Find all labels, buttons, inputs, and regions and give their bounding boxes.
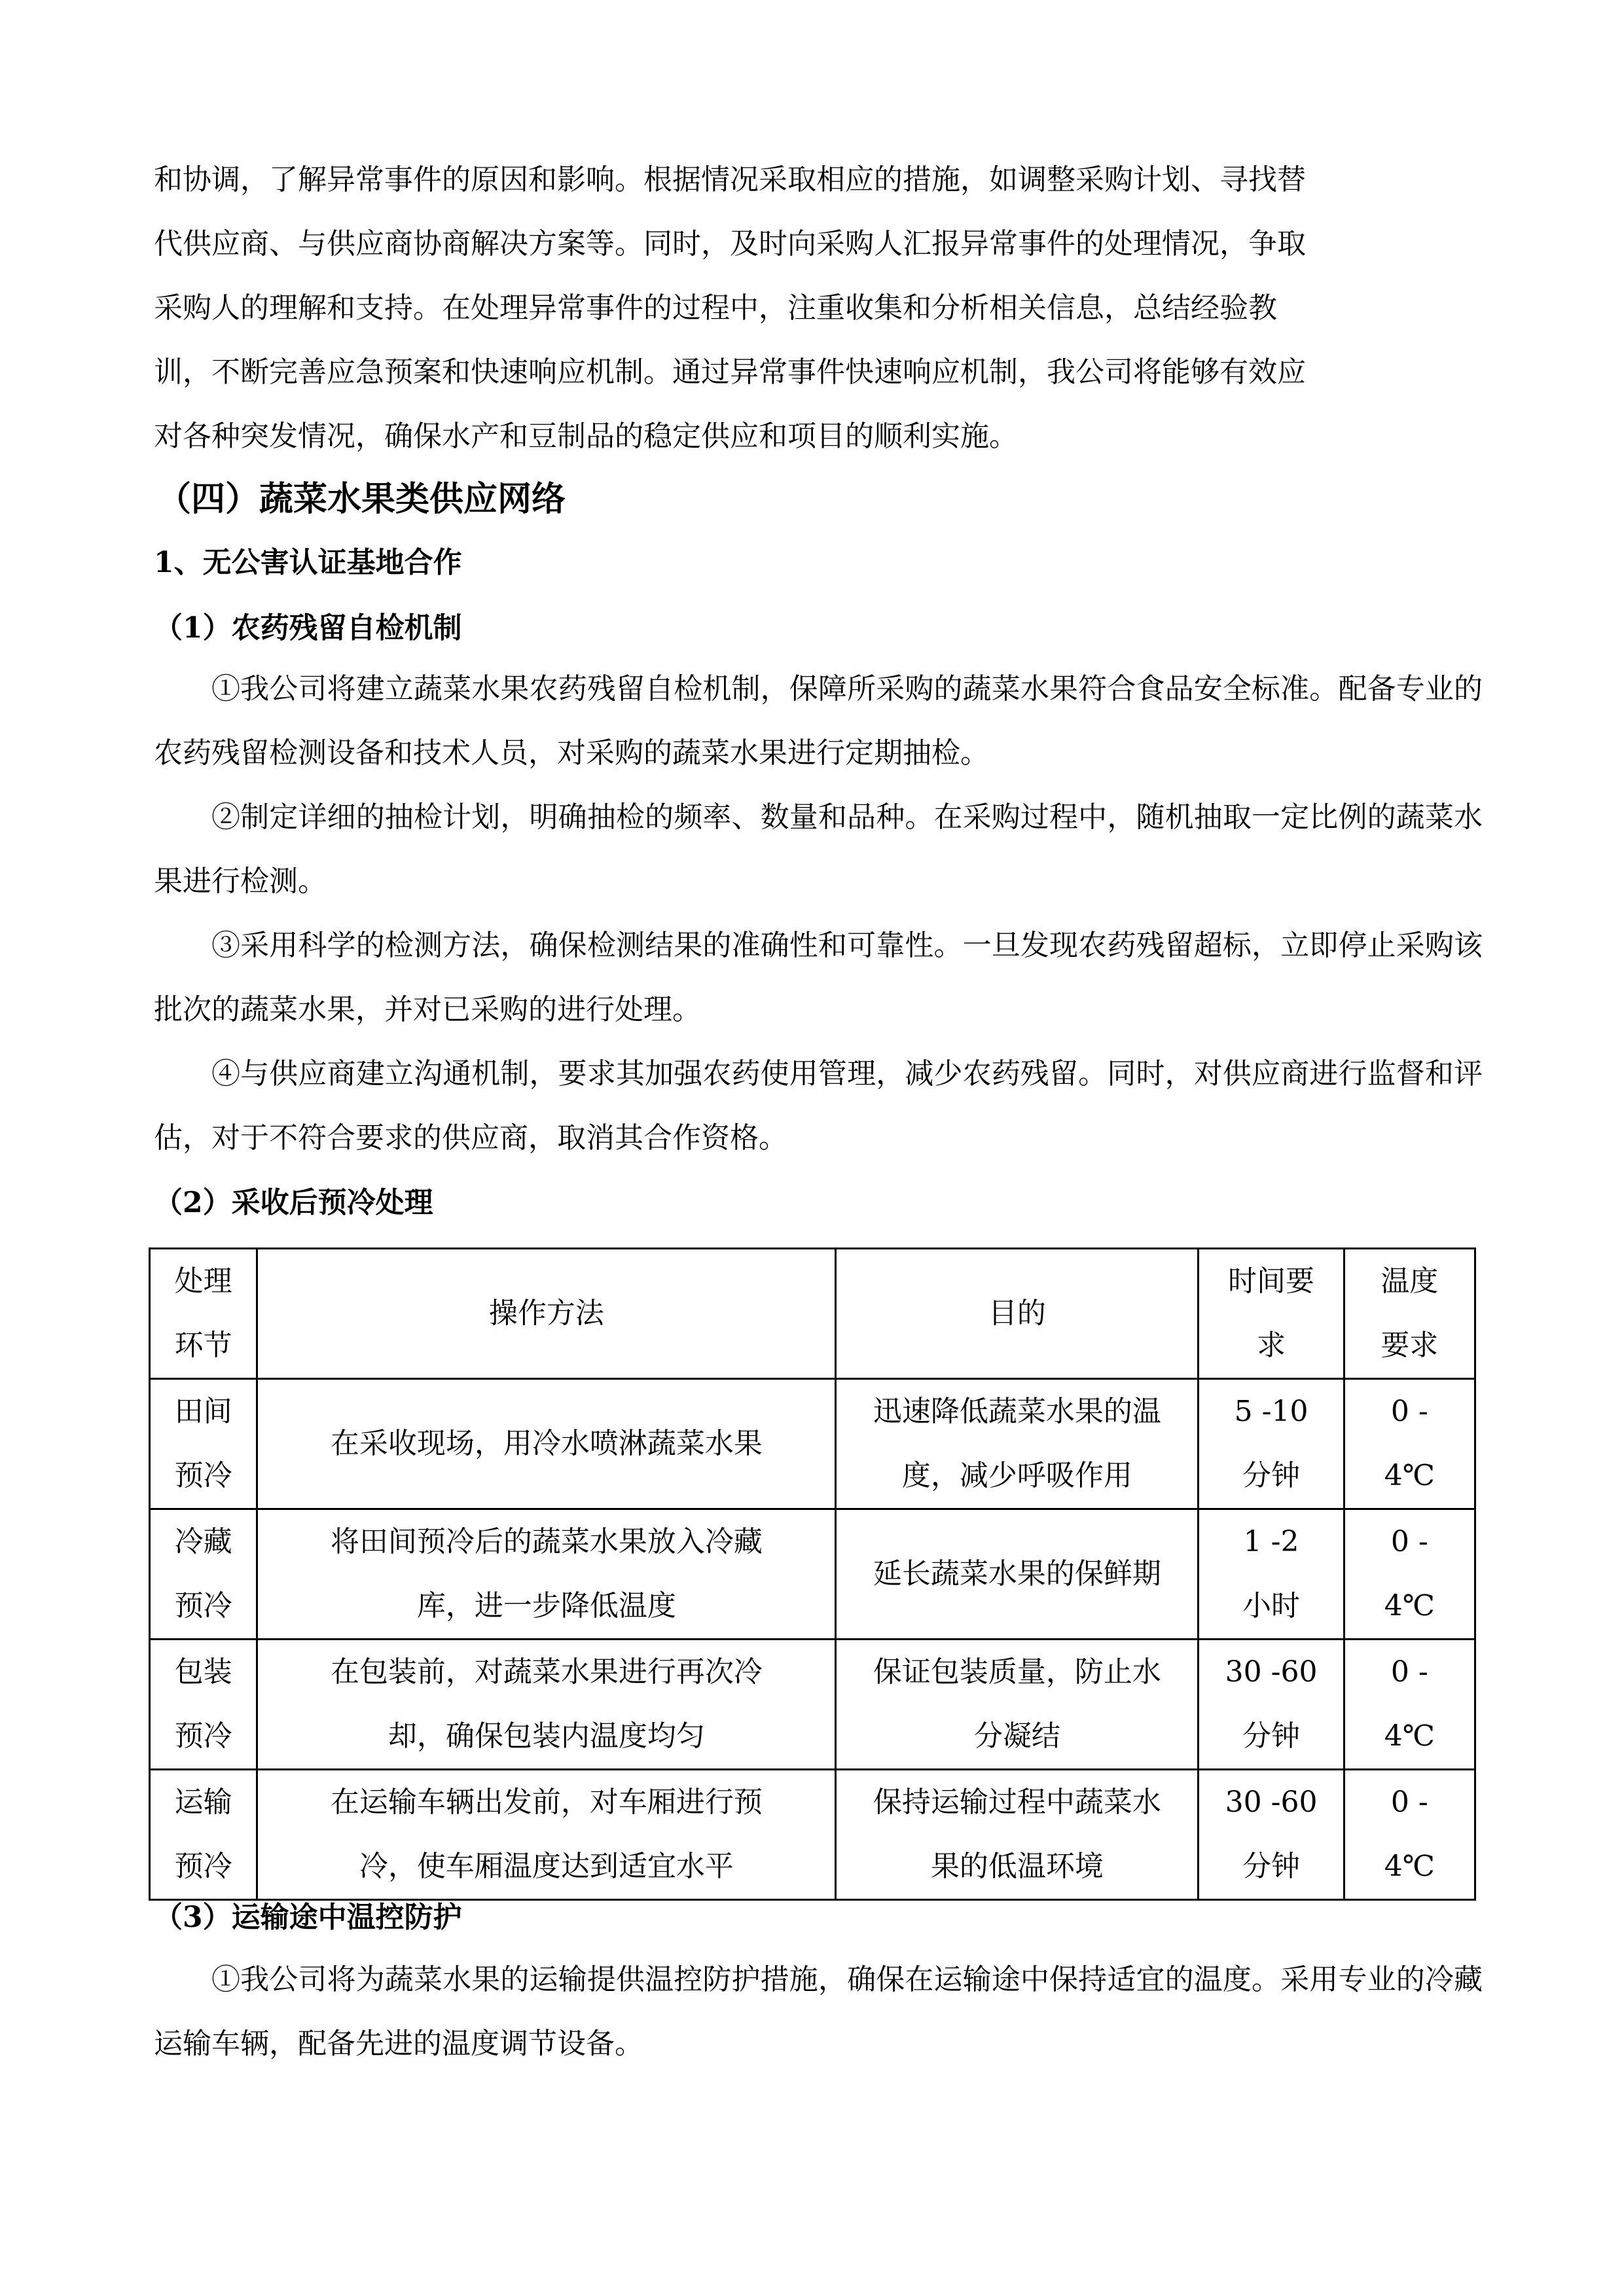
item-heading-precooling: （2）采收后预冷处理 [154,1186,433,1219]
cell-method [257,1640,836,1770]
subsection-heading: 1、无公害认证基地合作 [154,546,462,579]
header-text: 要求 [1380,1329,1439,1362]
cell-stage [150,1640,257,1770]
header-text: 环节 [174,1329,232,1362]
paragraph-pesticide-4: ④与供应商建立沟通机制，要求其加强农药使用管理，减少农药残留。同时，对供应商进行监督和评估，对于不符合要求的供应商，取消其合作资格。 [154,1057,1483,1155]
cell-stage [150,1770,257,1900]
cell-stage [150,1379,257,1509]
cell-text: 4℃ [1384,1589,1435,1623]
cell-text: 迅速降低蔬菜水果的温 [873,1395,1161,1428]
cell-stage [150,1509,257,1640]
cell-time [1199,1379,1344,1509]
cell-text: 预冷 [174,1589,232,1623]
header-text: 操作方法 [488,1297,604,1330]
cell-text: 1 -2 [1243,1525,1299,1558]
cell-text: 预冷 [174,1459,232,1492]
cell-text: 0 - [1390,1785,1428,1819]
cell-text: 保证包装质量，防止水 [873,1655,1161,1689]
cell-text: 分钟 [1242,1719,1301,1753]
paragraph-line: 对各种突发情况，确保水产和豆制品的稳定供应和项目的顺利实施。 [154,420,1018,453]
cell-time [1199,1640,1344,1770]
cell-purpose [836,1770,1199,1900]
paragraph-pesticide-2: ②制定详细的抽检计划，明确抽检的频率、数量和品种。在采购过程中，随机抽取一定比例的蔬菜水果进行检测。 [154,800,1483,898]
cell-text: 预冷 [174,1719,232,1753]
header-temp [1344,1249,1475,1379]
paragraph-line: 和协调，了解异常事件的原因和影响。根据情况采取相应的措施，如调整采购计划、寻找替 [154,163,1306,196]
cell-time [1199,1509,1344,1640]
cell-text: 30 -60 [1225,1785,1318,1819]
cell-text: 0 - [1390,1525,1428,1558]
table-row [150,1509,1475,1640]
cell-text: 运输 [174,1785,232,1819]
cell-text: 在包装前，对蔬菜水果进行再次冷 [330,1655,763,1689]
cell-temp [1344,1770,1475,1900]
cell-purpose [836,1640,1199,1770]
header-method [257,1249,836,1379]
cell-text: 30 -60 [1225,1655,1318,1689]
cell-text: 包装 [174,1655,232,1689]
cell-text: 预冷 [174,1850,232,1883]
cell-method [257,1770,836,1900]
header-text: 目的 [988,1297,1046,1330]
cell-text: 分钟 [1242,1850,1301,1883]
cell-text: 0 - [1390,1655,1428,1689]
cell-text: 在采收现场，用冷水喷淋蔬菜水果 [330,1427,763,1460]
cell-text: 将田间预冷后的蔬菜水果放入冷藏 [330,1525,763,1558]
table-header-row [150,1249,1475,1379]
cell-text: 果的低温环境 [930,1850,1104,1883]
cell-text: 冷藏 [174,1525,232,1558]
header-text: 温度 [1380,1265,1439,1298]
cell-text: 4℃ [1384,1459,1435,1492]
cell-temp [1344,1379,1475,1509]
paragraph-line: 代供应商、与供应商协商解决方案等。同时，及时向采购人汇报异常事件的处理情况，争取 [154,227,1306,260]
cell-text: 在运输车辆出发前，对车厢进行预 [330,1785,763,1819]
cell-time [1199,1770,1344,1900]
cell-temp [1344,1640,1475,1770]
table-row [150,1770,1475,1900]
cell-text: 保持运输过程中蔬菜水 [873,1785,1161,1819]
precooling-table [149,1247,1476,1901]
header-text: 处理 [174,1265,232,1298]
item-heading-transport-temp: （3）运输途中温控防护 [154,1901,462,1934]
table-row [150,1379,1475,1509]
cell-text: 延长蔬菜水果的保鲜期 [873,1557,1161,1590]
cell-text: 5 -10 [1234,1395,1308,1428]
section-heading: （四）蔬菜水果类供应网络 [157,479,566,519]
header-text: 时间要 [1228,1265,1315,1298]
paragraph-transport-1: ①我公司将为蔬菜水果的运输提供温控防护措施，确保在运输途中保持适宜的温度。采用专业的冷藏运输车辆，配备先进的温度调节设备。 [154,1963,1483,2060]
cell-method [257,1379,836,1509]
cell-text: 度，减少呼吸作用 [901,1459,1132,1492]
header-time [1199,1249,1344,1379]
cell-text: 4℃ [1384,1719,1435,1753]
header-stage [150,1249,257,1379]
cell-text: 4℃ [1384,1850,1435,1883]
cell-text: 田间 [174,1395,232,1428]
paragraph-line: 采购人的理解和支持。在处理异常事件的过程中，注重收集和分析相关信息，总结经验教 [154,291,1277,325]
paragraph-pesticide-1: ①我公司将建立蔬菜水果农药残留自检机制，保障所采购的蔬菜水果符合食品安全标准。配备专业的农药残留检测设备和技术人员，对采购的蔬菜水果进行定期抽检。 [154,672,1483,770]
cell-method [257,1509,836,1640]
cell-text: 小时 [1242,1589,1301,1623]
cell-text: 分凝结 [973,1719,1060,1753]
table-row [150,1640,1475,1770]
paragraph-pesticide-3: ③采用科学的检测方法，确保检测结果的准确性和可靠性。一旦发现农药残留超标，立即停止采购该批次的蔬菜水果，并对已采购的进行处理。 [154,929,1483,1026]
cell-text: 库，进一步降低温度 [416,1589,676,1623]
header-purpose [836,1249,1199,1379]
cell-purpose [836,1379,1199,1509]
cell-temp [1344,1509,1475,1640]
item-heading-pesticide-check: （1）农药残留自检机制 [154,611,462,645]
cell-text: 冷，使车厢温度达到适宜水平 [359,1850,734,1883]
header-text: 求 [1257,1329,1286,1362]
cell-text: 却，确保包装内温度均匀 [388,1719,705,1753]
cell-text: 0 - [1390,1395,1428,1428]
cell-text: 分钟 [1242,1459,1301,1492]
cell-purpose [836,1509,1199,1640]
paragraph-line: 训，不断完善应急预案和快速响应机制。通过异常事件快速响应机制，我公司将能够有效应 [154,355,1306,389]
